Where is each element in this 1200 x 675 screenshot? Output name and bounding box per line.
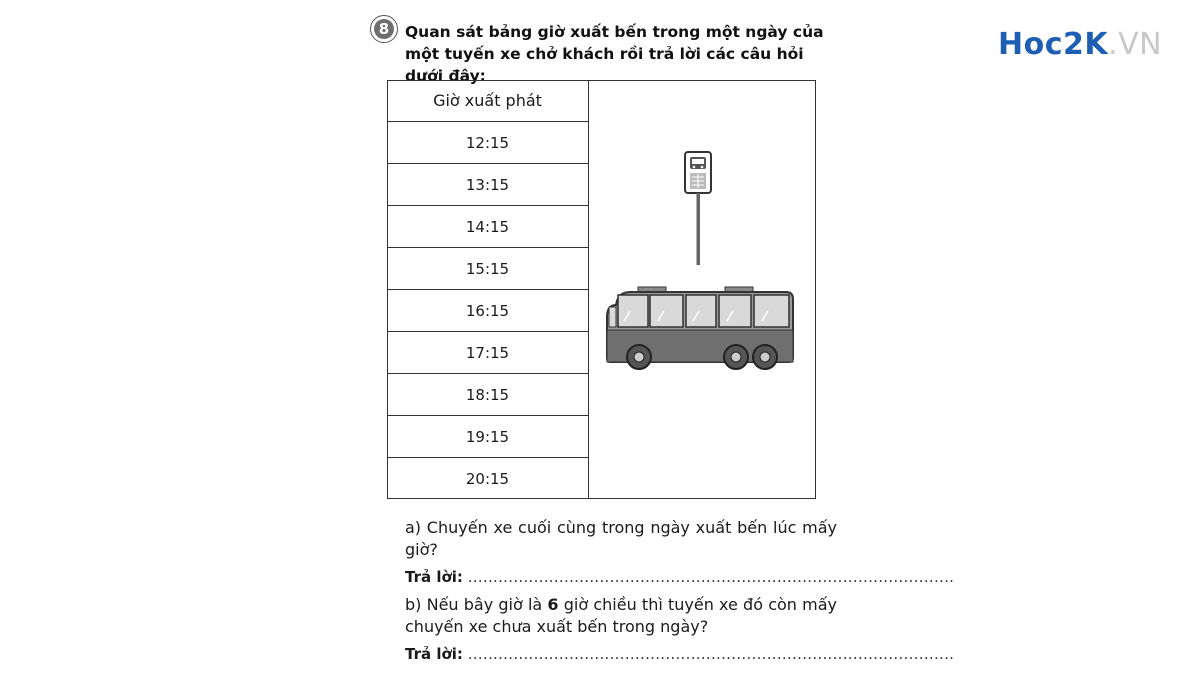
question-title: Quan sát bảng giờ xuất bến trong một ngày của một tuyến xe chở khách rồi trả lời các câu hỏi dưới đây: (405, 23, 824, 85)
logo-main: Hoc2K (998, 27, 1109, 62)
sub-question-b-pre: b) Nếu bây giờ là (405, 595, 548, 614)
sub-question-a: a) Chuyến xe cuối cùng trong ngày xuất bến lúc mấy giờ? (405, 518, 837, 559)
table-row: 20:15 (387, 458, 589, 499)
bus-illustration (600, 145, 805, 375)
question-number: 8 (374, 19, 394, 39)
sub-question-b-number: 6 (547, 595, 559, 614)
site-logo (998, 27, 1162, 62)
table-header: Giờ xuất phát (387, 80, 589, 122)
answer-line-b (405, 643, 955, 665)
bus-icon (607, 287, 793, 369)
table-row: 15:15 (387, 248, 589, 290)
table-row: 19:15 (387, 416, 589, 458)
question-number-badge (370, 15, 398, 43)
sub-question-b-post: giờ chiều thì tuyến xe đó còn mấy chuyến xe chưa xuất bến trong ngày? (405, 595, 837, 636)
answer-dots: ................................................................................................ (467, 568, 955, 586)
table-row: 17:15 (387, 332, 589, 374)
answer-label: Trả lời: (405, 645, 463, 663)
sub-question-b (405, 594, 837, 638)
table-divider (588, 80, 589, 499)
bus-stop-sign-icon (685, 152, 711, 265)
answer-line-a (405, 566, 955, 588)
table-row: 14:15 (387, 206, 589, 248)
answer-label: Trả lời: (405, 568, 463, 586)
table-row: 13:15 (387, 164, 589, 206)
table-row: 12:15 (387, 122, 589, 164)
table-row: 16:15 (387, 290, 589, 332)
table-row: 18:15 (387, 374, 589, 416)
logo-suffix: .VN (1108, 27, 1163, 62)
answer-dots: ................................................................................................ (467, 645, 955, 663)
